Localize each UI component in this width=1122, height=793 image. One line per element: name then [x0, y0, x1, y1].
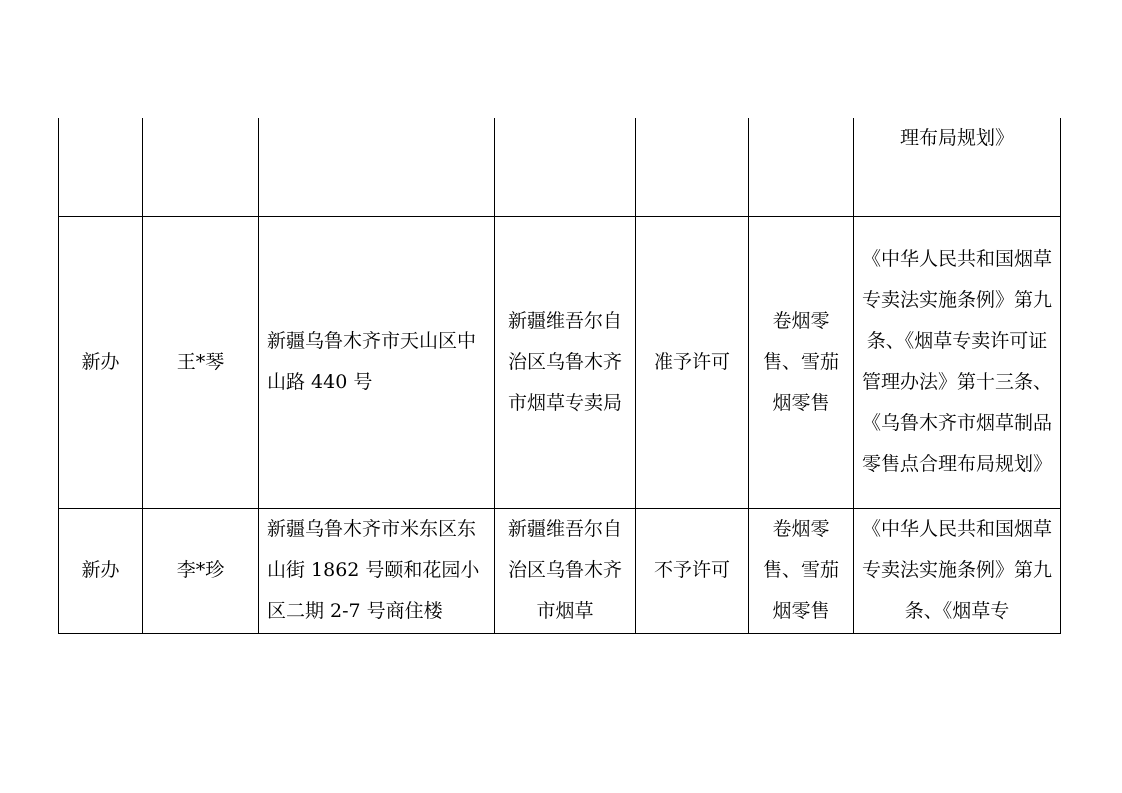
- business-address-cell: [259, 118, 495, 216]
- applicant-name-cell: 王*琴: [143, 216, 259, 508]
- business-address-cell: 新疆乌鲁木齐市天山区中山路 440 号: [259, 216, 495, 508]
- legal-basis-cell: 理布局规划》: [854, 118, 1061, 216]
- license-type-cell: 新办: [59, 508, 143, 633]
- license-type-cell: 新办: [59, 216, 143, 508]
- business-scope-cell: 卷烟零售、雪茄烟零售: [749, 508, 854, 633]
- authority-cell: [495, 118, 636, 216]
- applicant-name-cell: [143, 118, 259, 216]
- decision-cell: 准予许可: [636, 216, 749, 508]
- authority-cell: 新疆维吾尔自治区乌鲁木齐市烟草: [495, 508, 636, 633]
- decision-cell: 不予许可: [636, 508, 749, 633]
- business-scope-cell: [749, 118, 854, 216]
- applicant-name-cell: 李*珍: [143, 508, 259, 633]
- table-row: [59, 508, 1061, 633]
- legal-basis-cell: 《中华人民共和国烟草专卖法实施条例》第九条、《烟草专卖许可证管理办法》第十三条、《乌鲁木齐市烟草制品零售点合理布局规划》: [854, 216, 1061, 508]
- legal-basis-cell: 《中华人民共和国烟草专卖法实施条例》第九条、《烟草专: [854, 508, 1061, 633]
- decision-cell: [636, 118, 749, 216]
- business-scope-cell: 卷烟零售、雪茄烟零售: [749, 216, 854, 508]
- table-row: [59, 216, 1061, 508]
- licensing-table: [58, 118, 1061, 634]
- authority-cell: 新疆维吾尔自治区乌鲁木齐市烟草专卖局: [495, 216, 636, 508]
- business-address-cell: 新疆乌鲁木齐市米东区东山街 1862 号颐和花园小区二期 2-7 号商住楼: [259, 508, 495, 633]
- license-type-cell: [59, 118, 143, 216]
- table-row: [59, 118, 1061, 216]
